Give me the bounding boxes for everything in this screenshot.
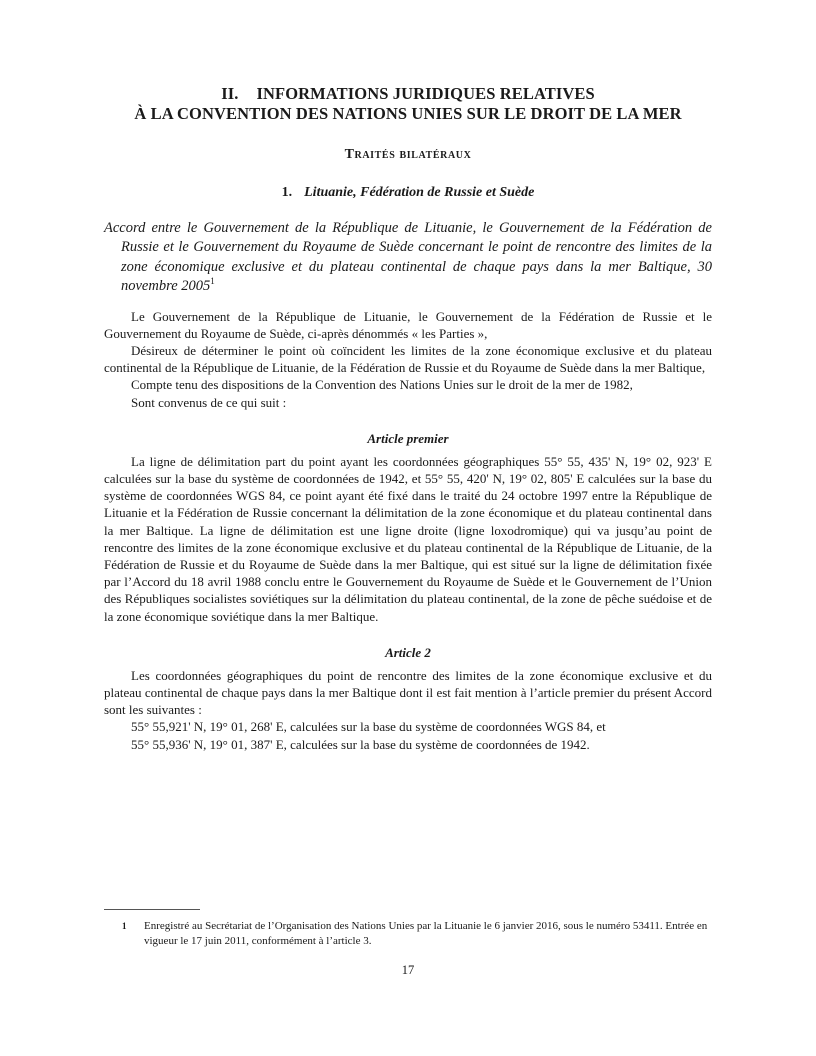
article-2-title: Article 2 <box>385 644 431 660</box>
footnote-text: Enregistré au Secrétariat de l’Organisation des Nations Unies par la Lituanie le 6 janvier 2016, sous le numéro 53411. Entrée en vigueur le 17 juin 2011, conformément à l’article 3. <box>144 920 708 947</box>
article-2-coordinate-line: 55° 55,921' N, 19° 01, 268' E, calculées sur la base du système de coordonnées WGS 84, et <box>131 719 606 735</box>
treaty-title: Lituanie, Fédération de Russie et Suède <box>304 185 535 200</box>
footnote-divider <box>104 909 200 910</box>
preamble-paragraph: Le Gouvernement de la République de Lituanie, le Gouvernement de la Fédération de Russie et le Gouvernement du Royaume de Suède, ci-après dénommés « les Parties », <box>104 308 712 341</box>
footnote-mark: 1 <box>122 921 127 931</box>
section-title-line1: INFORMATIONS JURIDIQUES RELATIVES <box>256 84 595 103</box>
preamble-paragraph: Désireux de déterminer le point où coïncident les limites de la zone économique exclusive et du plateau continental de la République de Lituanie, de la Fédération de Russie et du Royaume de Suède dans la mer Baltique, <box>104 343 712 376</box>
document-page <box>104 84 712 753</box>
agreement-title-text: Accord entre le Gouvernement de la République de Lituanie, le Gouvernement de la Fédération de Russie et le Gouvernement du Royaume de Suède concernant le point de rencontre des limites de la zone économique exclusive et du plateau continental de chaque pays dans la mer Baltique, 30 novembre 2005 <box>104 220 712 295</box>
article-1-title: Article premier <box>367 430 449 446</box>
treaty-heading <box>104 184 712 202</box>
agreement-title <box>104 219 712 297</box>
section-heading <box>104 84 712 124</box>
treaty-number: 1. <box>281 185 293 200</box>
preamble-paragraph: Compte tenu des dispositions de la Convention des Nations Unies sur le droit de la mer de 1982, <box>131 377 633 393</box>
subheading: Traités bilatéraux <box>344 147 472 162</box>
footnote-reference[interactable]: 1 <box>210 276 215 287</box>
article-1-paragraph: La ligne de délimitation part du point ayant les coordonnées géographiques 55° 55, 435' N, 19° 02, 923' E calculées sur la base du système de coordonnées de 1942, et 55° 55, 420' N, 19° 02, 805' E calculées sur la base du système de coordonnées WGS 84, ce point ayant été fixé dans le traité du 24 octobre 1997 entre la République de Lituanie et la Fédération de Russie concernant la délimitation de la zone économique et du plateau continental dans la mer Baltique. La ligne de délimitation est une ligne droite (ligne loxodromique) qui va jusqu’au point de rencontre des limites de la zone économique exclusive et du plateau continental de la République de Lituanie, de la Fédération de Russie et du Royaume de Suède dans la mer Baltique, qui est situé sur la ligne de délimitation fixée par l’Accord du 18 avril 1988 conclu entre le Gouvernement du Royaume de Suède et le Gouvernement de l’Union des Républiques socialistes soviétiques sur la délimitation du plateau continental, de la zone de pêche suédoise et de la zone économique soviétique dans la mer Baltique. <box>104 453 712 624</box>
preamble-paragraph: Sont convenus de ce qui suit : <box>131 394 287 410</box>
section-number: II. <box>221 84 239 103</box>
article-2-paragraph: Les coordonnées géographiques du point de rencontre des limites de la zone économique exclusive et du plateau continental de chaque pays dans la mer Baltique dont il est fait mention à l’article premier du présent Accord sont les suivantes : <box>104 667 712 718</box>
footnote <box>104 919 712 948</box>
section-title-line2: À LA CONVENTION DES NATIONS UNIES SUR LE DROIT DE LA MER <box>134 104 682 123</box>
page-number: 17 <box>401 963 415 977</box>
article-2-coordinate-line: 55° 55,936' N, 19° 01, 387' E, calculées sur la base du système de coordonnées de 1942. <box>131 736 590 752</box>
